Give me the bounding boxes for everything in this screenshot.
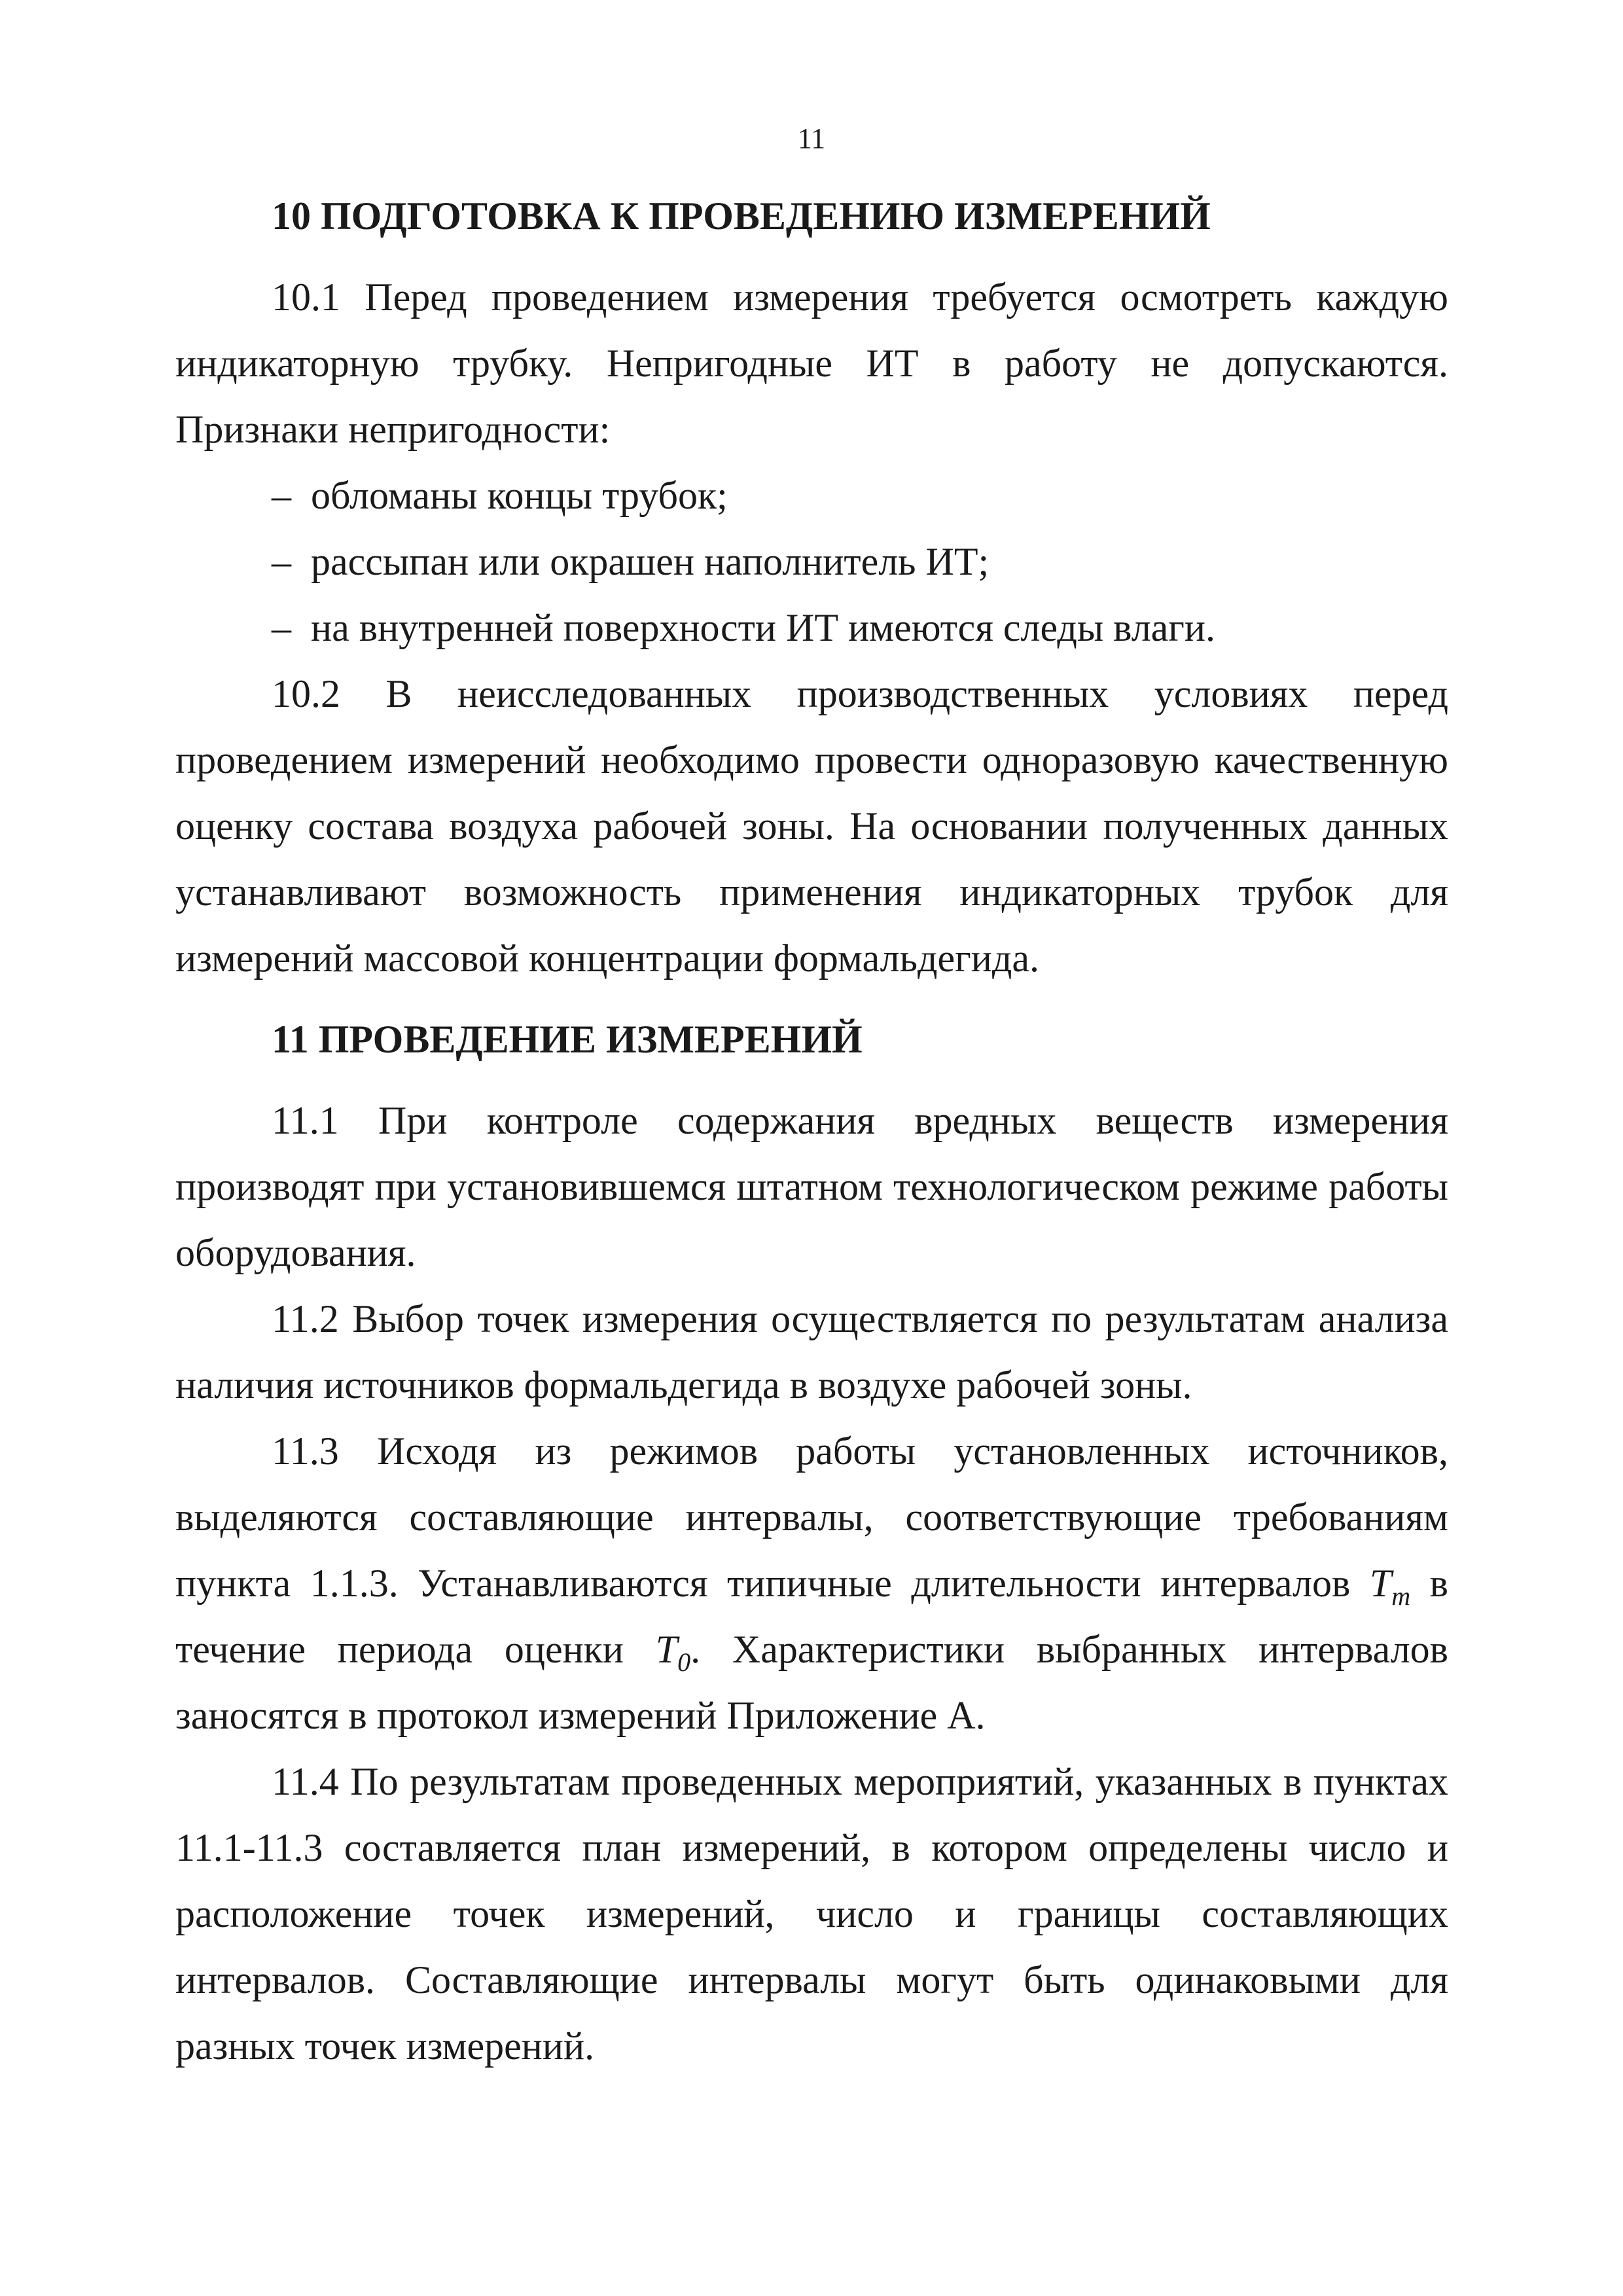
variable-t0-subscript: 0 — [677, 1647, 691, 1677]
section-10-title: 10 ПОДГОТОВКА К ПРОВЕДЕНИЮ ИЗМЕРЕНИЙ — [272, 194, 1211, 238]
variable-t0-letter: T — [655, 1628, 678, 1671]
variable-tm-letter: T — [1369, 1562, 1392, 1605]
list-item-text: обломаны концы трубок; — [311, 474, 728, 517]
variable-t0 — [655, 1628, 691, 1677]
page-content — [175, 183, 1448, 2079]
paragraph-11-3 — [175, 1418, 1448, 1749]
dash-marker: – — [272, 540, 291, 583]
dash-marker: – — [272, 606, 291, 649]
section-11-title: 11 ПРОВЕДЕНИЕ ИЗМЕРЕНИЙ — [272, 1018, 863, 1061]
paragraph-11-1: 11.1 При контроле содержания вредных веществ измерения производят при установившемся штатном технологическом режиме работы оборудования. — [175, 1099, 1448, 1274]
paragraph-10-2: 10.2 В неисследованных производственных условиях перед проведением измерений необходимо провести одноразовую качественную оценку состава воздуха рабочей зоны. На основании полученных данных устанавливают возможность применения индикаторных трубок для измерений массовой концентрации формальдегида. — [175, 672, 1448, 980]
list-item — [175, 529, 1448, 595]
paragraph-11-3-part-a: 11.3 Исходя из режимов работы установленных источников, выделяются составляющие интервалы, соответствующие требованиям пункта 1.1.3. Устанавливаются типичные длительности интервалов — [175, 1429, 1448, 1605]
list-item-text: на внутренней поверхности ИТ имеются следы влаги. — [311, 606, 1215, 649]
list-item — [175, 463, 1448, 529]
dash-marker: – — [272, 474, 291, 517]
paragraph-11-4: 11.4 По результатам проведенных мероприятий, указанных в пунктах 11.1-11.3 составляется план измерений, в котором определены число и расположение точек измерений, число и границы составляющих интервалов. Составляющие интервалы могут быть одинаковыми для разных точек измерений. — [175, 1760, 1448, 2068]
list-item-text: рассыпан или окрашен наполнитель ИТ; — [311, 540, 990, 583]
list-item — [175, 595, 1448, 661]
paragraph-11-2: 11.2 Выбор точек измерения осуществляется по результатам анализа наличия источников формальдегида в воздухе рабочей зоны. — [175, 1297, 1448, 1407]
variable-tm — [1369, 1562, 1411, 1611]
paragraph-10-1: 10.1 Перед проведением измерения требуется осмотреть каждую индикаторную трубку. Непригодные ИТ в работу не допускаются. Признаки непригодности: — [175, 276, 1448, 451]
page-number: 11 — [797, 122, 826, 154]
variable-tm-subscript: m — [1391, 1581, 1411, 1611]
paragraph-11-3-part-c: . Характеристики выбранных интервалов заносятся в протокол измерений Приложение А. — [175, 1628, 1448, 1737]
paragraph-11-3-part-b: в течение периода оценки — [175, 1562, 1448, 1671]
